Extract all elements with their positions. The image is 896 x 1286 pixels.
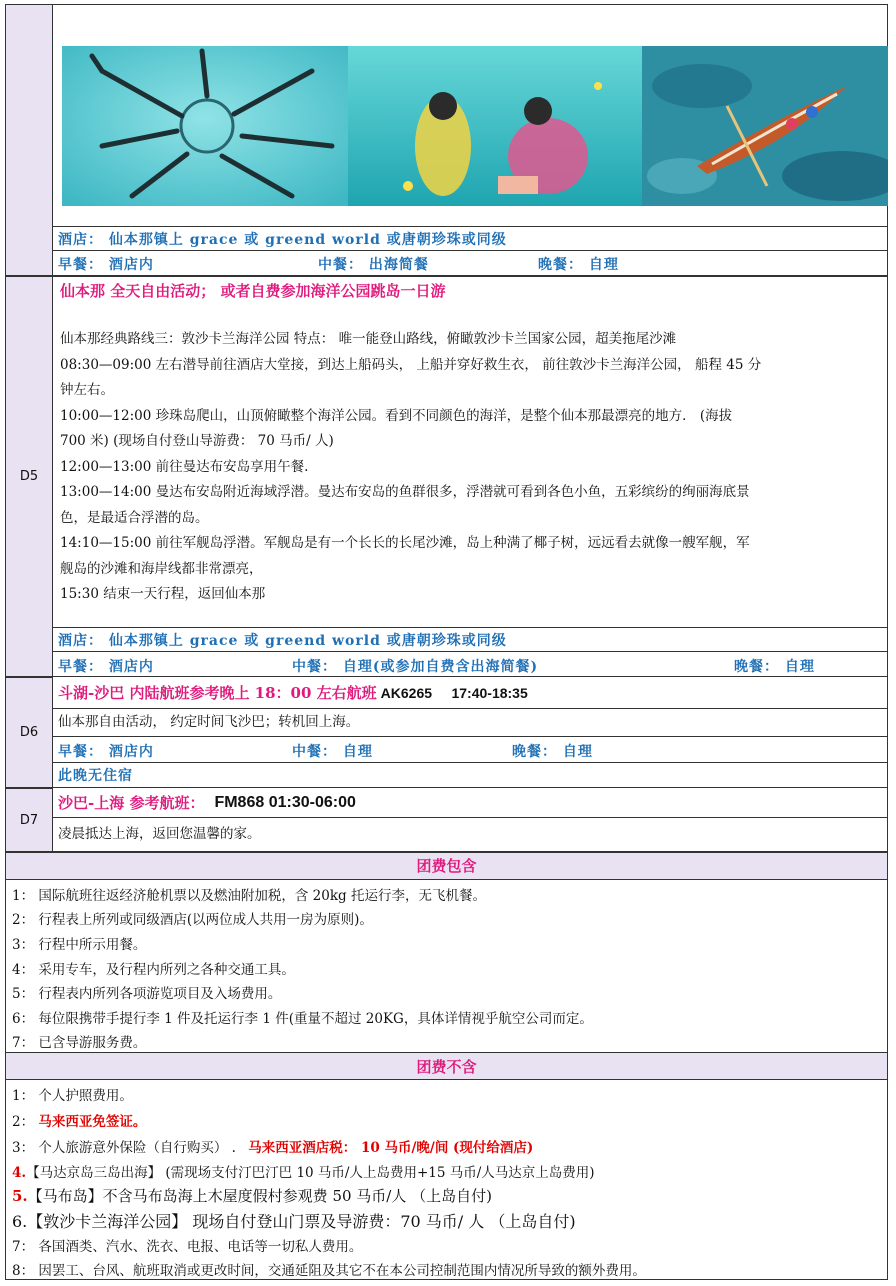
d5-itinerary: [60, 327, 882, 608]
item-text: 3： 个人旅游意外保险（自行购买） .: [12, 1140, 236, 1156]
itinerary-line: 12:00—13:00 前往曼达布安岛享用午餐.: [60, 458, 309, 475]
stay-info: 此晚无住宿: [58, 768, 133, 784]
d7-text: 凌晨抵达上海，返回您温馨的家。: [58, 825, 261, 842]
excluded-header: [5, 1052, 888, 1080]
item-text: 【马达京岛三岛出海】 (需现场支付汀巴汀巴 10 马币/人上岛费用+15 马币/人马达京上岛费用): [26, 1165, 595, 1181]
dinner: 晚餐： 自理: [538, 257, 619, 273]
section-title: 团费包含: [416, 857, 477, 875]
lunch: 中餐： 出海简餐: [318, 257, 429, 273]
list-item: 7： 已含导游服务费。: [12, 1035, 147, 1051]
breakfast: 早餐： 酒店内: [58, 744, 154, 760]
hotel-info: 酒店： 仙本那镇上 grace 或 greend world 或唐朝珍珠或同级: [58, 632, 507, 649]
breakfast: 早餐： 酒店内: [58, 257, 154, 273]
itinerary-line: 14:10—15:00 前往军舰岛浮潜。军舰岛是有一个长长的长尾沙滩，岛上种满了椰子树，远远看去就像一艘军舰，军: [60, 535, 750, 551]
list-item: [12, 1161, 595, 1181]
day-label-text: D6: [19, 725, 39, 740]
list-item: [12, 1136, 533, 1156]
itinerary-line: 钟左右。: [60, 382, 114, 398]
list-item: 7： 各国酒类、汽水、洗衣、电报、电话等一切私人费用。: [12, 1239, 363, 1255]
itinerary-line: 13:00—14:00 曼达布安岛附近海域浮潜。曼达布安岛的鱼群很多，浮潜就可看到各色小鱼，五彩缤纷的绚丽海底景: [60, 484, 750, 500]
d7-title-row: [52, 788, 888, 818]
lunch: 中餐： 自理(或参加自费含出海简餐): [292, 659, 539, 675]
itinerary-line: 10:00—12:00 珍珠岛爬山，山顶俯瞰整个海洋公园。看到不同颜色的海洋，是整个仙本那最漂亮的地方． (海拔: [60, 407, 733, 424]
item-number: 4.: [12, 1165, 27, 1181]
day-label-d7: [5, 788, 53, 852]
list-item: 2： 行程表上所列或同级酒店(以两位成人共用一房为原则)。: [12, 912, 373, 928]
list-item: 1： 个人护照费用。: [12, 1088, 133, 1104]
d5-hotel-row: [52, 627, 888, 652]
top-meals-row: [52, 251, 888, 276]
dinner: 晚餐： 自理: [512, 744, 593, 760]
item-text: 【马布岛】不含马布岛海上木屋度假村参观费 50 马币/人 （上岛自付): [27, 1187, 492, 1205]
snorkelers-photo: [348, 46, 642, 206]
list-item: [12, 1110, 146, 1130]
list-item: 1： 国际航班往返经济舱机票以及燃油附加税，含 20kg 托运行李，无飞机餐。: [12, 888, 486, 904]
snorkel-circle-photo: [62, 46, 348, 206]
itinerary-line: 15:30 结束一天行程，返回仙本那: [60, 586, 266, 602]
list-item: 8： 因罢工、台风、航班取消或更改时间，交通延阻及其它不在本公司控制范围内情况所导致的额外费用。: [12, 1263, 646, 1279]
d6-text-row: [52, 709, 888, 737]
day-label-text: D7: [19, 812, 39, 828]
itinerary-line: 仙本那经典路线三：敦沙卡兰海洋公园 特点： 唯一能登山路线，俯瞰敦沙卡兰国家公园，超美拖尾沙滩: [60, 331, 677, 347]
d6-flight: AK6265 17:40-18:35: [380, 684, 528, 701]
d7-flight: FM868 01:30-06:00: [214, 793, 356, 811]
d7-title: 沙巴-上海 参考航班：: [58, 794, 205, 812]
breakfast: 早餐： 酒店内: [58, 659, 154, 675]
d7-text-row: [52, 818, 888, 852]
day-label-text: D5: [19, 469, 39, 484]
hotel-info: 酒店： 仙本那镇上 grace 或 greend world 或唐朝珍珠或同级: [58, 231, 507, 248]
d6-text: 仙本那自由活动， 约定时间飞沙巴；转机回上海。: [58, 713, 360, 730]
item-number: 5.: [12, 1187, 28, 1205]
itinerary-line: 700 米) (现场自付登山导游费： 70 马币/ 人): [60, 433, 334, 449]
left-column-top: [5, 4, 53, 276]
d6-title-row: [52, 677, 888, 709]
item-number: 2：: [12, 1114, 35, 1130]
lunch: 中餐： 自理: [292, 744, 373, 760]
list-item: 6： 每位限携带手提行李 1 件及托运行李 1 件(重量不超过 20KG，具体详情视乎航空公司而定。: [12, 1011, 593, 1027]
visa-note: 马来西亚免签证。: [38, 1114, 147, 1130]
d6-meals-row: [52, 737, 888, 763]
top-hotel-row: [52, 226, 888, 251]
hotel-tax-note: 马来西亚酒店税： 10 马币/晚/间 (现付给酒店): [248, 1140, 534, 1156]
dinner: 晚餐： 自理: [734, 659, 815, 675]
list-item: 5： 行程表内所列各项游览项目及入场费用。: [12, 986, 282, 1002]
boat-photo: [642, 46, 888, 206]
list-item: [12, 1185, 492, 1206]
day-label-d6: [5, 677, 53, 788]
d5-title: 仙本那 全天自由活动； 或者自费参加海洋公园跳岛一日游: [60, 282, 446, 300]
day-label-d5: [5, 276, 53, 677]
list-item: 4： 采用专车，及行程内所列之各种交通工具。: [12, 962, 295, 978]
list-item: 6.【敦沙卡兰海洋公园】 现场自付登山门票及导游费：70 马币/ 人 （上岛自付): [12, 1212, 576, 1231]
included-header: [5, 852, 888, 880]
d6-stay-row: [52, 763, 888, 788]
d6-title: 斗湖-沙巴 内陆航班参考晚上 18：00 左右航班: [58, 684, 377, 702]
itinerary-line: 08:30—09:00 左右潜导前往酒店大堂接，到达上船码头， 上船并穿好救生衣， 前往敦沙卡兰海洋公园， 船程 45 分: [60, 356, 762, 373]
d5-meals-row: [52, 652, 888, 677]
itinerary-line: 舰岛的沙滩和海岸线都非常漂亮，: [60, 560, 263, 577]
section-title: 团费不含: [416, 1058, 477, 1076]
list-item: 3： 行程中所示用餐。: [12, 937, 147, 953]
itinerary-line: 色，是最适合浮潜的岛。: [60, 509, 209, 526]
